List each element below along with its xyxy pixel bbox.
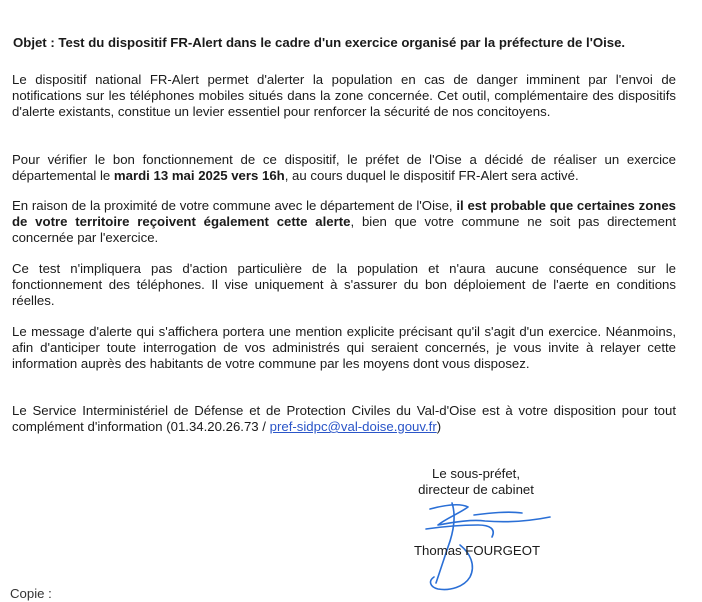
signature-stroke bbox=[426, 525, 493, 537]
paragraph-contact-text-1: Le Service Interministériel de Défense et de Protection Civiles du Val-d'Oise est à votre disposition pour tout complément d'information (01.34.20.26.73 / bbox=[12, 403, 676, 434]
exercise-date-highlight: mardi 13 mai 2025 vers 16h bbox=[113, 168, 285, 183]
proximity-highlight: il est probable que certaines zones de votre territoire reçoivent également cette alerte bbox=[12, 198, 676, 229]
paragraph-proximity-text-1: En raison de la proximité de votre commune avec le département de l'Oise, bbox=[12, 198, 457, 213]
signature-stroke bbox=[430, 505, 550, 525]
paragraph-proximity bbox=[12, 198, 676, 246]
letter-subject: Objet : Test du dispositif FR-Alert dans le cadre d'un exercice organisé par la préfecture de l'Oise. bbox=[13, 35, 626, 50]
paragraph-exercise-date bbox=[12, 152, 676, 184]
paragraph-no-action: Ce test n'impliquera pas d'action particulière de la population et n'aura aucune conséquence sur le fonctionnement des téléphones. Il vise uniquement à s'assurer du bon déploiement de l'aerte en conditions réelles. bbox=[12, 261, 676, 308]
signatory-name: Thomas FOURGEOT bbox=[414, 543, 541, 558]
contact-email-link[interactable]: pref-sidpc@val-doise.gouv.fr bbox=[269, 419, 437, 434]
paragraph-exercise-date-text-1: Pour vérifier le bon fonctionnement de ce dispositif, le préfet de l'Oise a décidé de réaliser un exercice départemental le bbox=[12, 152, 676, 183]
footer-copy-label: Copie : bbox=[10, 586, 52, 601]
signature-stroke bbox=[474, 512, 522, 515]
signatory-role-line2: directeur de cabinet bbox=[418, 482, 534, 497]
paragraph-contact-text-2: ) bbox=[436, 419, 442, 434]
paragraph-fr-alert-intro: Le dispositif national FR-Alert permet d'alerter la population en cas de danger imminent par l'envoi de notifications sur les téléphones mobiles situés dans la zone concernée. Cet outil, complémentaire des dispositifs d'alerte existants, constitue un levier essentiel pour renforcer la sécurité de nos concitoyens. bbox=[12, 72, 676, 119]
paragraph-exercise-date-text-2: , au cours duquel le dispositif FR-Alert sera activé. bbox=[284, 168, 579, 183]
signatory-role-line1: Le sous-préfet, bbox=[432, 466, 520, 481]
paragraph-message-mention: Le message d'alerte qui s'affichera portera une mention explicite précisant qu'il s'agit d'un exercice. Néanmoins, afin d'anticiper toute interrogation de vos administrés qui seraient concernés, je vous invite à relayer cette information auprès des habitants de votre commune par les moyens dont vous disposez. bbox=[12, 324, 676, 371]
paragraph-contact bbox=[12, 403, 676, 435]
paragraph-proximity-text-2: , bien que votre commune ne soit pas directement concernée par l'exercice. bbox=[12, 214, 677, 245]
